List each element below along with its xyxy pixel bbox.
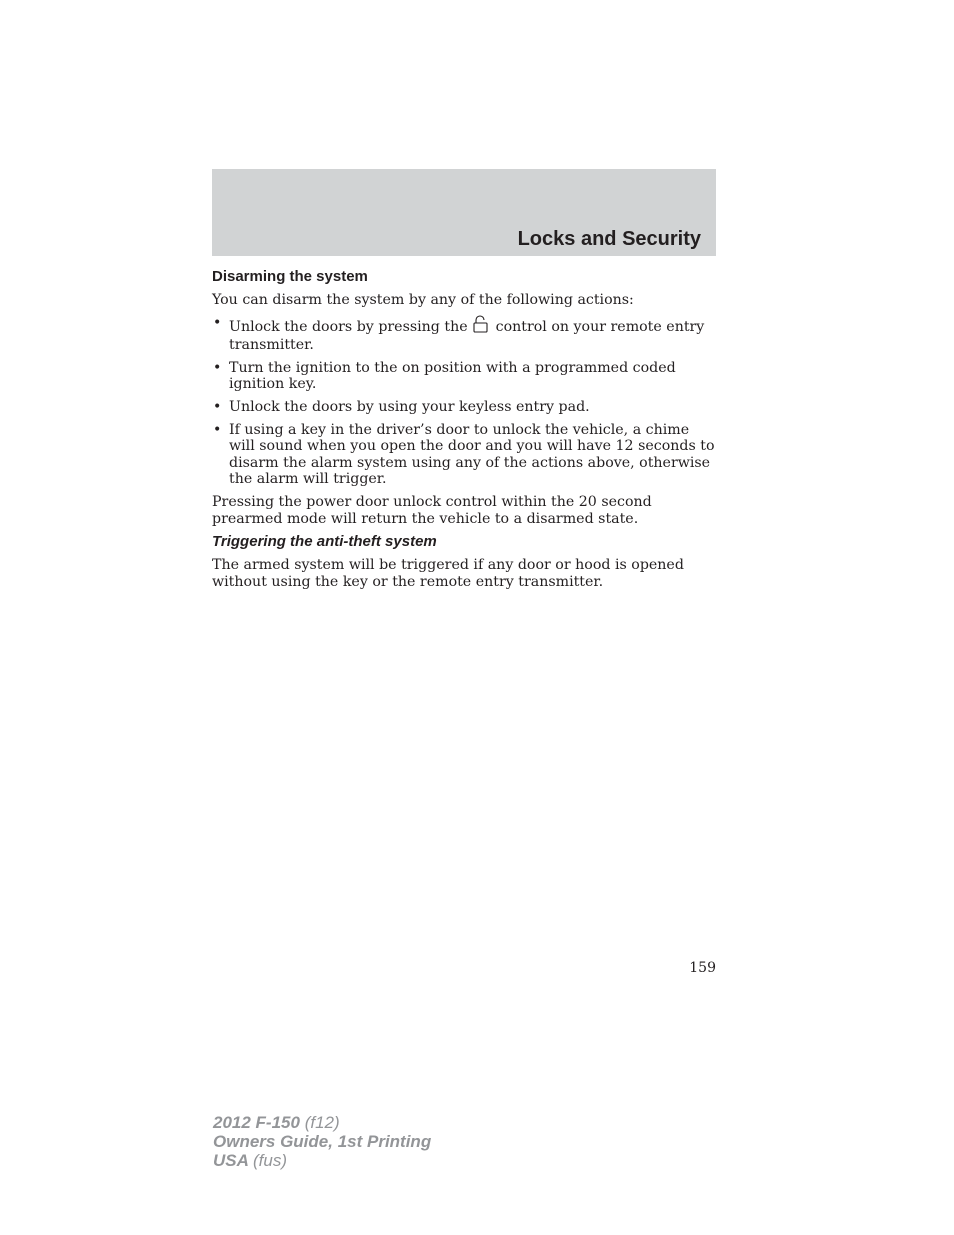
bullet-text-after-icon: control on your remote entry transmitter.: [229, 318, 705, 354]
list-item: [212, 422, 716, 488]
bullet-text-before-icon: Unlock the doors by pressing the: [229, 318, 468, 335]
page-content: [212, 266, 716, 596]
footer-market-code: (fus): [253, 1151, 287, 1170]
disarming-heading: Disarming the system: [212, 268, 368, 285]
disarming-intro: You can disarm the system by any of the following actions:: [212, 292, 634, 308]
bullet-text: Turn the ignition to the on position with a programmed coded ignition key.: [229, 359, 676, 393]
bullet-text: If using a key in the driver’s door to unlock the vehicle, a chime will sound when you open the door and you will have 12 seconds to disarm the alarm system using any of the actions above, otherwise the alarm will trigger.: [229, 421, 715, 488]
footer-model: 2012 F-150: [213, 1113, 300, 1132]
page-number: 159: [689, 960, 716, 976]
bullet: •: [213, 314, 222, 331]
prearmed-note: Pressing the power door unlock control within the 20 second prearmed mode will return the vehicle to a disarmed state.: [212, 493, 652, 527]
bullet: •: [213, 359, 222, 376]
triggering-heading: Triggering the anti-theft system: [212, 533, 437, 551]
footer-line-market: [213, 1151, 431, 1170]
unlock-icon: [472, 315, 490, 338]
list-item: [212, 399, 716, 416]
section-title: Locks and Security: [517, 228, 701, 250]
footer-model-code: (f12): [304, 1113, 340, 1132]
document-footer: [213, 1113, 431, 1170]
disarming-list: [212, 315, 716, 488]
bullet-text: Unlock the doors by using your keyless entry pad.: [229, 398, 590, 415]
bullet: •: [213, 421, 222, 438]
footer-market: USA: [213, 1151, 249, 1170]
list-item: [212, 315, 716, 354]
list-item: [212, 360, 716, 393]
triggering-text: The armed system will be triggered if any door or hood is opened without using the key or the remote entry transmitter.: [212, 557, 684, 590]
footer-line-guide: Owners Guide, 1st Printing: [213, 1132, 432, 1151]
bullet: •: [213, 398, 222, 415]
section-header-band: [212, 169, 716, 256]
footer-line-model: [213, 1113, 431, 1132]
